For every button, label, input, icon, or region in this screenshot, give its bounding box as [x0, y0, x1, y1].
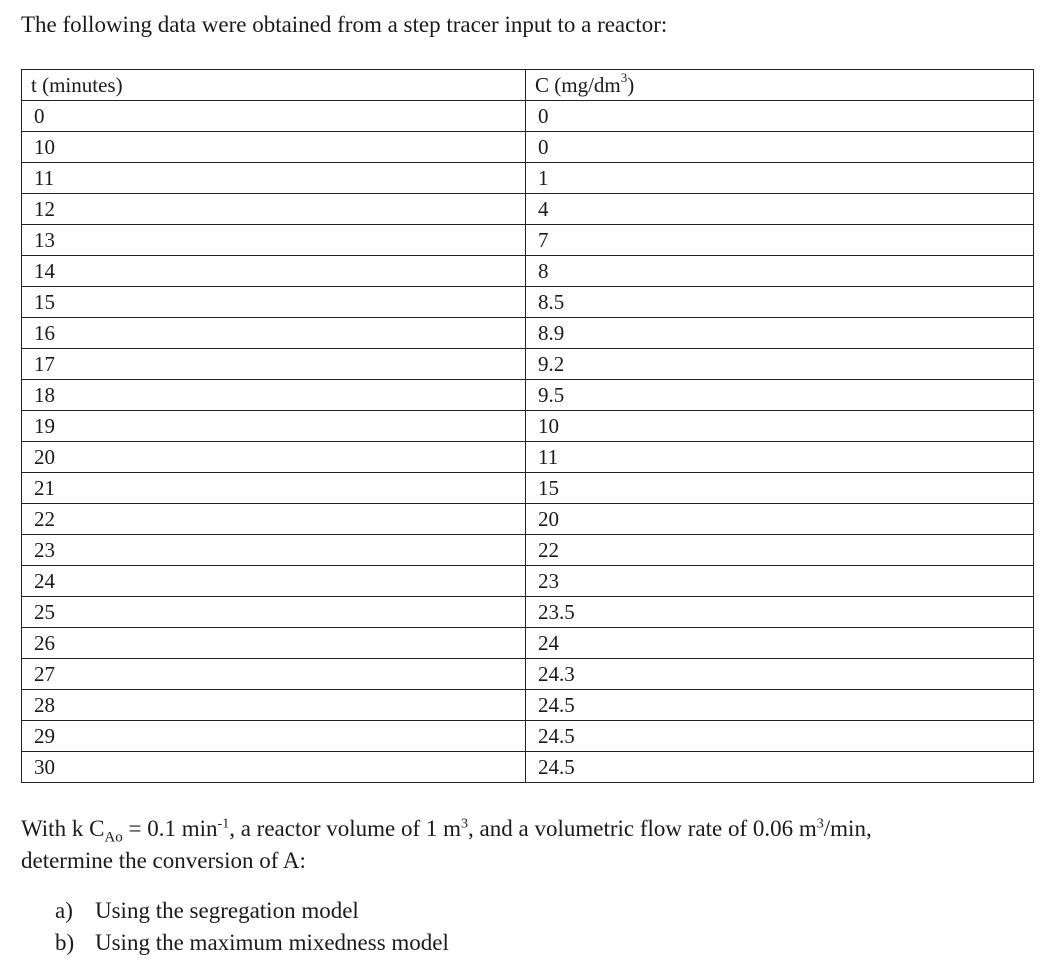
concentration-cell: 9.5	[526, 380, 1034, 411]
table-row	[22, 752, 1034, 783]
option-marker-a: a)	[55, 898, 73, 923]
concentration-cell: 24.5	[526, 721, 1034, 752]
time-cell: 14	[22, 256, 526, 287]
concentration-cell: 8.9	[526, 318, 1034, 349]
prompt-part-5: /min,	[823, 816, 872, 841]
prompt-part-2: = 0.1 min	[122, 816, 218, 841]
concentration-cell: 24	[526, 628, 1034, 659]
table-row	[22, 442, 1034, 473]
table-body	[22, 101, 1034, 783]
time-cell: 19	[22, 411, 526, 442]
table-row	[22, 225, 1034, 256]
concentration-cell: 1	[526, 163, 1034, 194]
time-cell: 15	[22, 287, 526, 318]
concentration-header-text: C (mg/dm	[535, 73, 621, 97]
table-row	[22, 535, 1034, 566]
table-row	[22, 659, 1034, 690]
table-row	[22, 318, 1034, 349]
prompt-superscript-3a: 3	[461, 816, 469, 832]
time-cell: 25	[22, 597, 526, 628]
table-row	[22, 504, 1034, 535]
table-row	[22, 473, 1034, 504]
concentration-column-header	[526, 70, 1034, 101]
concentration-cell: 7	[526, 225, 1034, 256]
concentration-header-close: )	[627, 73, 635, 97]
concentration-cell: 0	[526, 101, 1034, 132]
option-item-a	[55, 895, 449, 927]
time-cell: 0	[22, 101, 526, 132]
time-cell: 13	[22, 225, 526, 256]
time-cell: 22	[22, 504, 526, 535]
concentration-cell: 24.3	[526, 659, 1034, 690]
time-cell: 24	[22, 566, 526, 597]
time-cell: 21	[22, 473, 526, 504]
concentration-cell: 24.5	[526, 752, 1034, 783]
table-row	[22, 411, 1034, 442]
time-cell: 30	[22, 752, 526, 783]
option-marker-b: b)	[55, 930, 75, 955]
option-text-b: Using the maximum mixedness model	[95, 930, 449, 955]
prompt-part-1: With k C	[21, 816, 105, 841]
time-cell: 10	[22, 132, 526, 163]
table-row	[22, 721, 1034, 752]
time-cell: 27	[22, 659, 526, 690]
table-row	[22, 287, 1034, 318]
table-row	[22, 132, 1034, 163]
concentration-cell: 0	[526, 132, 1034, 163]
concentration-cell: 9.2	[526, 349, 1034, 380]
table-row	[22, 566, 1034, 597]
concentration-cell: 20	[526, 504, 1034, 535]
concentration-cell: 8	[526, 256, 1034, 287]
time-cell: 26	[22, 628, 526, 659]
prompt-superscript-neg1: -1	[217, 816, 230, 832]
table-row	[22, 628, 1034, 659]
tracer-data-table	[21, 69, 1034, 783]
concentration-cell: 11	[526, 442, 1034, 473]
question-options-list	[55, 895, 449, 959]
concentration-cell: 23	[526, 566, 1034, 597]
time-cell: 29	[22, 721, 526, 752]
option-text-a: Using the segregation model	[95, 898, 359, 923]
time-cell: 12	[22, 194, 526, 225]
concentration-header-exponent: 3	[620, 70, 628, 85]
prompt-line-2: determine the conversion of A:	[21, 848, 306, 873]
prompt-part-4: , and a volumetric flow rate of 0.06 m	[468, 816, 817, 841]
time-cell: 11	[22, 163, 526, 194]
option-item-b	[55, 927, 449, 959]
time-cell: 28	[22, 690, 526, 721]
table-row	[22, 380, 1034, 411]
prompt-subscript-ao: Ao	[104, 829, 123, 846]
table-row	[22, 163, 1034, 194]
concentration-cell: 22	[526, 535, 1034, 566]
concentration-cell: 23.5	[526, 597, 1034, 628]
table-row	[22, 349, 1034, 380]
concentration-cell: 8.5	[526, 287, 1034, 318]
intro-text: The following data were obtained from a step tracer input to a reactor:	[21, 12, 668, 37]
time-cell: 20	[22, 442, 526, 473]
time-cell: 17	[22, 349, 526, 380]
time-cell: 18	[22, 380, 526, 411]
table-row	[22, 597, 1034, 628]
time-cell: 16	[22, 318, 526, 349]
prompt-superscript-3b: 3	[816, 816, 824, 832]
table-row	[22, 101, 1034, 132]
time-cell: 23	[22, 535, 526, 566]
concentration-cell: 10	[526, 411, 1034, 442]
table-row	[22, 194, 1034, 225]
table-header-row	[22, 70, 1034, 101]
table-row	[22, 256, 1034, 287]
table-row	[22, 690, 1034, 721]
time-column-header: t (minutes)	[22, 70, 526, 101]
concentration-cell: 24.5	[526, 690, 1034, 721]
concentration-cell: 15	[526, 473, 1034, 504]
question-prompt	[21, 813, 1041, 877]
concentration-cell: 4	[526, 194, 1034, 225]
prompt-part-3: , a reactor volume of 1 m	[229, 816, 462, 841]
